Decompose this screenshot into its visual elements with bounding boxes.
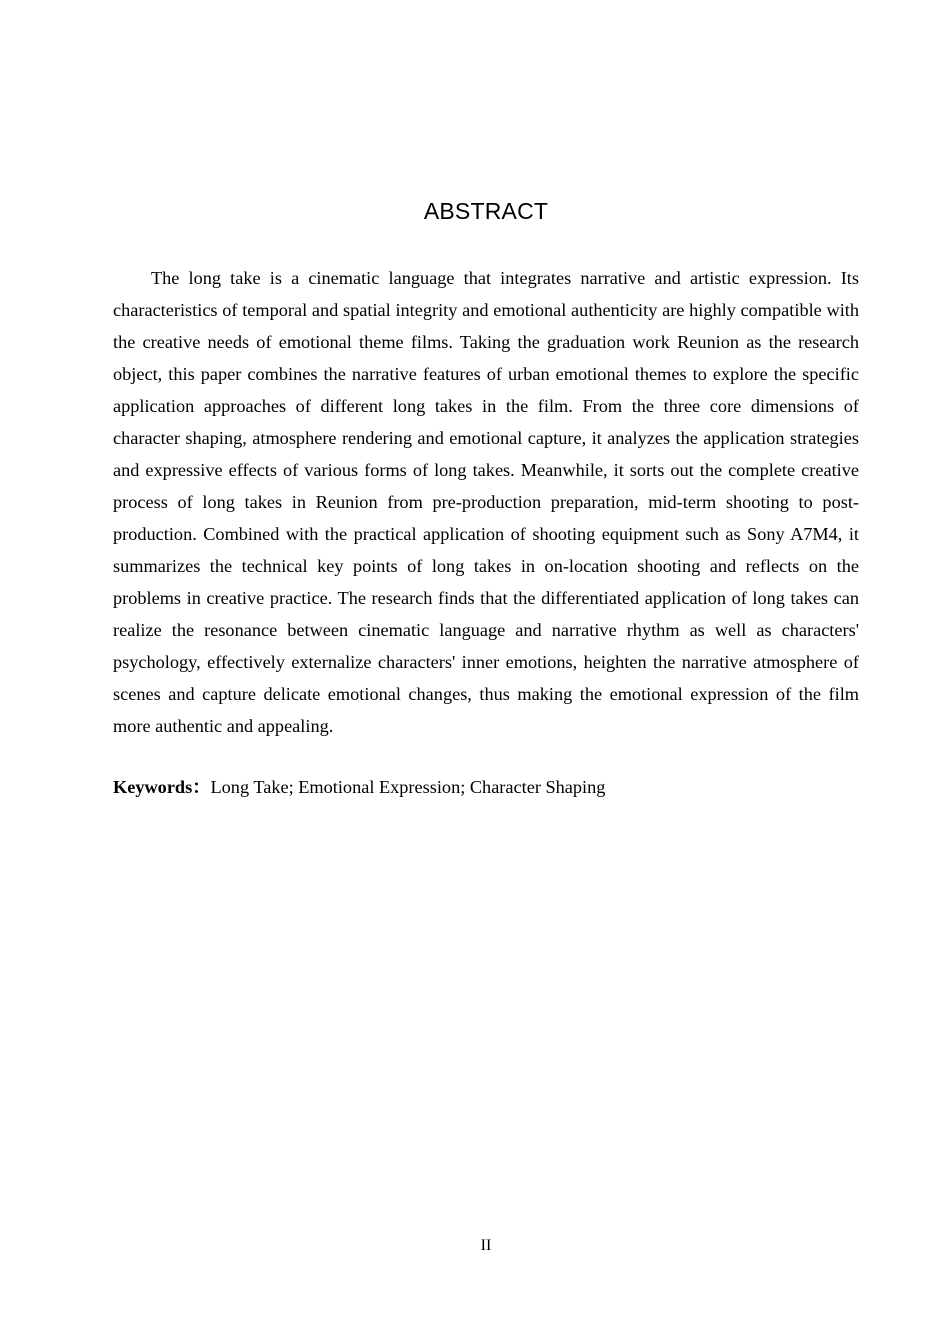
keywords-value: Long Take; Emotional Expression; Character Shaping — [210, 777, 606, 797]
page-number: II — [480, 1237, 492, 1254]
keywords-line — [113, 773, 859, 801]
abstract-title: ABSTRACT — [423, 198, 549, 224]
keywords-label: Keywords： — [113, 777, 211, 797]
abstract-paragraph: The long take is a cinematic language that integrates narrative and artistic expression. Its characteristics of temporal and spatial integrity and emotional authenticity are highly compatible with the creative needs of emotional theme films. Taking the graduation work Reunion as the research object, this paper combines the narrative features of urban emotional themes to explore the specific application approaches of different long takes in the film. From the three core dimensions of character shaping, atmosphere rendering and emotional capture, it analyzes the application strategies and expressive effects of various forms of long takes. Meanwhile, it sorts out the complete creative process of long takes in Reunion from pre-production preparation, mid-term shooting to post-production. Combined with the practical application of shooting equipment such as Sony A7M4, it summarizes the technical key points of long takes in on-location shooting and reflects on the problems in creative practice. The research finds that the differentiated application of long takes can realize the resonance between cinematic language and narrative rhythm as well as characters' psychology, effectively externalize characters' inner emotions, heighten the narrative atmosphere of scenes and capture delicate emotional changes, thus making the emotional expression of the film more authentic and appealing. — [113, 268, 859, 736]
